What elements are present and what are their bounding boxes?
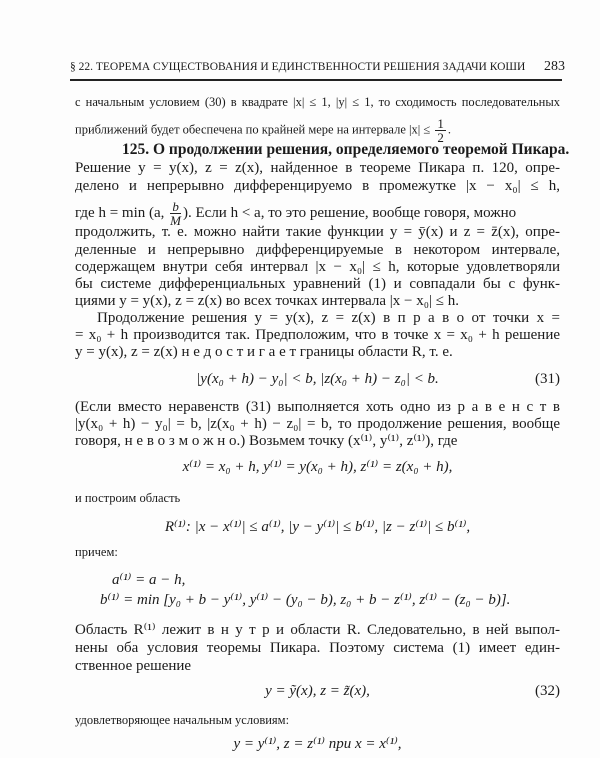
equation-text: x⁽¹⁾ = x₀ + h, y⁽¹⁾ = y(x₀ + h), z⁽¹⁾ = z(x₀ + h), (182, 459, 453, 475)
equation-number: (32) (535, 683, 560, 699)
equation-text: y = ỹ(x), z = z̃(x), (265, 683, 370, 699)
equation-initial (75, 735, 560, 753)
paragraph-line: и построим область (75, 491, 181, 505)
paragraph-line: продолжить, т. е. можно найти такие функции y = ȳ(x) и z = z̄(x), опре- (75, 224, 560, 240)
equation-32 (75, 682, 560, 700)
equation-text: b⁽¹⁾ = min [y₀ + b − y⁽¹⁾, y⁽¹⁾ − (y₀ − b), z₀ + b − z⁽¹⁾, z⁽¹⁾ − (z₀ − b)]. (100, 592, 511, 608)
running-header: § 22. ТЕОРЕМА СУЩЕСТВОВАНИЯ И ЕДИНСТВЕННОСТИ РЕШЕНИЯ ЗАДАЧИ КОШИ (70, 61, 526, 73)
header-rule (70, 79, 562, 81)
paragraph-line: причем: (75, 545, 118, 559)
section-heading: 125. О продолжении решения, определяемого теоремой Пикара. (122, 141, 570, 158)
text: ). Если h < a, то это решение, вообще говоря, можно (183, 204, 517, 221)
paragraph-line: |y(x₀ + h) − y₀| = b, |z(x₀ + h) − z₀| = b, то продолжение решения, вообще (75, 416, 560, 432)
paragraph-line: циями y = y(x), z = z(x) во всех точках интервала |x − x₀| ≤ h. (75, 293, 459, 309)
paragraph-line: говоря, н е в о з м о ж н о.) Возьмем точку (x⁽¹⁾, y⁽¹⁾, z⁽¹⁾), где (75, 433, 458, 449)
fraction-one-half (435, 117, 446, 144)
fraction-numerator: 1 (437, 116, 444, 131)
paragraph-line: нены оба условия теоремы Пикара. Поэтому система (1) имеет един- (75, 640, 560, 656)
paragraph-line: удовлетворяющее начальным условиям: (75, 713, 290, 727)
equation-text: |y(x₀ + h) − y₀| < b, |z(x₀ + h) − z₀| < b. (196, 371, 439, 387)
paragraph-line: (Если вместо неравенств (31) выполняется хоть одно из р а в е н с т в (75, 399, 560, 415)
paragraph-line: деленные и непрерывно дифференцируемые в некотором интервале, (75, 242, 560, 258)
equation-text: y = y⁽¹⁾, z = z⁽¹⁾ при x = x⁽¹⁾, (233, 736, 402, 752)
paragraph-line: ственное решение (75, 658, 192, 674)
text: где h = min (a, (75, 204, 165, 221)
fraction-numerator: b (170, 200, 181, 214)
paragraph-line: y = y(x), z = z(x) н е д о с т и г а е т границы области R, т. е. (75, 344, 453, 360)
equation-number: (31) (535, 371, 560, 387)
paragraph-line: Продолжение решения y = y(x), z = z(x) в п р а в о от точки x = (97, 310, 560, 326)
page-number: 283 (544, 59, 565, 74)
paragraph-line: делено и непрерывно дифференцируемо в промежутке |x − x₀| ≤ h, (75, 178, 560, 194)
equation-a (112, 571, 597, 589)
intro-line-1: с начальным условием (30) в квадрате |x| ≤ 1, |y| ≤ 1, то сходимость последовательных (75, 95, 560, 109)
equation-region (75, 518, 560, 536)
intro-text: приближений будет обеспечена по крайней мере на интервале |x| ≤ (75, 122, 431, 137)
period: . (447, 122, 451, 137)
paragraph-line: = x₀ + h производится так. Предположим, что в точке x = x₀ + h решение (75, 327, 560, 343)
equation-point (75, 458, 560, 476)
paragraph-line: Решение y = y(x), z = z(x), найденное в теореме Пикара п. 120, опре- (75, 160, 560, 176)
equation-31 (75, 370, 560, 388)
equation-text: R⁽¹⁾: |x − x⁽¹⁾| ≤ a⁽¹⁾, |y − y⁽¹⁾| ≤ b⁽¹⁾, |z − z⁽¹⁾| ≤ b⁽¹⁾, (164, 519, 471, 535)
paragraph-line: бы системе дифференциальных уравнений (1) и совпадали бы с функ- (75, 276, 560, 292)
equation-b (100, 591, 585, 609)
fraction-denominator: M (170, 213, 181, 228)
running-header-row (70, 59, 565, 75)
paragraph-line: содержащем внутри себя интервал |x − x₀| ≤ h, которые удовлетворяли (75, 259, 560, 275)
fraction-denominator: 2 (437, 130, 444, 145)
intro-line-2 (75, 117, 560, 144)
paragraph-line: Область R⁽¹⁾ лежит в н у т р и области R. Следовательно, в ней выпол- (75, 622, 560, 638)
equation-text: a⁽¹⁾ = a − h, (112, 572, 186, 588)
